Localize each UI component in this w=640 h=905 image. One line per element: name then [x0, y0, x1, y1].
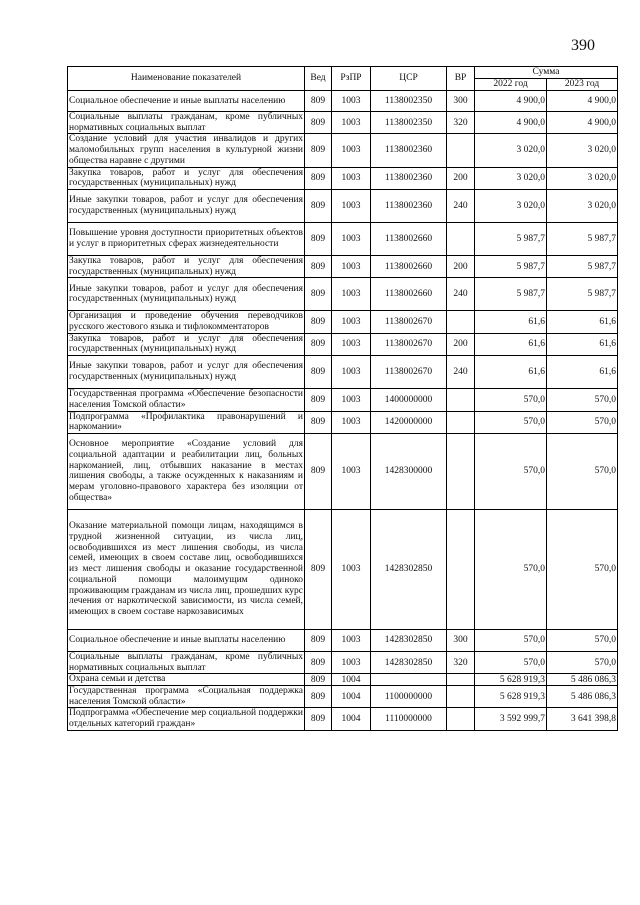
row-csr: 1138002360 — [371, 134, 447, 167]
table-row — [68, 674, 618, 686]
row-vr — [447, 311, 475, 333]
row-csr: 1420000000 — [371, 411, 447, 433]
row-vr: 320 — [447, 651, 475, 673]
row-vr: 300 — [447, 91, 475, 112]
table-row — [68, 629, 618, 651]
header-name: Наименование показателей — [68, 67, 305, 91]
row-sum-2023: 5 987,7 — [547, 222, 618, 255]
row-csr: 1428302850 — [371, 651, 447, 673]
row-sum-2023: 61,6 — [547, 333, 618, 355]
row-rzpr: 1003 — [332, 629, 371, 651]
table-row — [68, 651, 618, 673]
row-vr: 300 — [447, 629, 475, 651]
row-sum-2022: 570,0 — [475, 411, 547, 433]
row-sum-2022: 5 987,7 — [475, 222, 547, 255]
row-rzpr: 1003 — [332, 255, 371, 277]
row-csr: 1138002350 — [371, 91, 447, 112]
row-name: Иные закупки товаров, работ и услуг для обеспечения государственных (муниципальных) нужд — [68, 356, 305, 389]
header-vr: ВР — [447, 67, 475, 91]
row-rzpr: 1003 — [332, 356, 371, 389]
row-vr — [447, 134, 475, 167]
row-rzpr: 1003 — [332, 509, 371, 629]
table-row — [68, 433, 618, 509]
row-ved: 809 — [305, 134, 332, 167]
row-ved: 809 — [305, 333, 332, 355]
row-vr — [447, 411, 475, 433]
row-name: Повышение уровня доступности приоритетных объектов и услуг в приоритетных сферах жизнедеятельности — [68, 222, 305, 255]
row-sum-2022: 570,0 — [475, 389, 547, 411]
row-rzpr: 1003 — [332, 651, 371, 673]
row-name: Охрана семьи и детства — [68, 674, 305, 686]
row-vr — [447, 509, 475, 629]
row-sum-2022: 5 987,7 — [475, 278, 547, 311]
row-sum-2022: 5 987,7 — [475, 255, 547, 277]
header-2022: 2022 год — [475, 79, 547, 91]
row-vr: 240 — [447, 189, 475, 222]
row-csr: 1428302850 — [371, 629, 447, 651]
row-sum-2023: 5 486 086,3 — [547, 686, 618, 708]
table-row — [68, 222, 618, 255]
row-sum-2022: 3 020,0 — [475, 167, 547, 189]
table-row — [68, 112, 618, 134]
row-sum-2022: 61,6 — [475, 333, 547, 355]
row-vr: 200 — [447, 333, 475, 355]
row-sum-2022: 5 628 919,3 — [475, 674, 547, 686]
row-ved: 809 — [305, 167, 332, 189]
row-ved: 809 — [305, 91, 332, 112]
table-row — [68, 311, 618, 333]
row-name: Оказание материальной помощи лицам, находящимся в трудной жизненной ситуации, из числа лиц, освободившихся из мест лишения свободы, из числа семей, имеющих в своем составе лиц, освободившихся из мест лишения свободы и оказание государственной социальной помощи малоимущим одиноко проживающим гражданам из числа лиц, прошедших курс лечения от наркотической зависимости, из числа семей, имеющих в своем составе наркозависимых — [68, 509, 305, 629]
row-csr: 1100000000 — [371, 686, 447, 708]
table-row — [68, 167, 618, 189]
row-name: Основное мероприятие «Создание условий для социальной адаптации и реабилитации лиц, больных наркоманией, лиц, отбывших наказание в местах лишения свободы, а также осужденных к наказаниям и мерам уголовно-правового характера без изоляции от общества» — [68, 433, 305, 509]
row-rzpr: 1003 — [332, 189, 371, 222]
header-2023: 2023 год — [547, 79, 618, 91]
row-ved: 809 — [305, 411, 332, 433]
row-rzpr: 1004 — [332, 674, 371, 686]
row-vr — [447, 222, 475, 255]
row-csr: 1138002670 — [371, 311, 447, 333]
row-sum-2023: 3 020,0 — [547, 189, 618, 222]
row-csr: 1428300000 — [371, 433, 447, 509]
table-row — [68, 411, 618, 433]
row-name: Социальное обеспечение и иные выплаты населению — [68, 91, 305, 112]
row-vr — [447, 686, 475, 708]
row-sum-2023: 570,0 — [547, 629, 618, 651]
row-name: Социальные выплаты гражданам, кроме публичных нормативных социальных выплат — [69, 651, 303, 673]
row-vr: 240 — [447, 356, 475, 389]
row-vr: 320 — [447, 112, 475, 134]
row-rzpr: 1003 — [332, 167, 371, 189]
row-vr: 200 — [447, 255, 475, 277]
table-row — [68, 91, 618, 112]
table-row — [68, 686, 618, 708]
row-name: Государственная программа «Социальная поддержка населения Томской области» — [69, 686, 303, 707]
row-sum-2023: 5 987,7 — [547, 278, 618, 311]
row-sum-2023: 570,0 — [547, 651, 618, 673]
row-vr: 200 — [447, 167, 475, 189]
row-rzpr: 1003 — [332, 134, 371, 167]
row-ved: 809 — [305, 222, 332, 255]
row-csr: 1138002660 — [371, 255, 447, 277]
row-rzpr: 1003 — [332, 333, 371, 355]
table-row — [68, 333, 618, 355]
row-csr: 1138002660 — [371, 222, 447, 255]
row-sum-2022: 3 592 999,7 — [475, 708, 547, 730]
page-number: 390 — [571, 37, 595, 54]
row-ved: 809 — [305, 674, 332, 686]
row-sum-2023: 5 987,7 — [547, 255, 618, 277]
table-row — [68, 255, 618, 277]
budget-table — [67, 66, 618, 731]
header-rzpr: РзПР — [332, 67, 371, 91]
row-name: Социальные выплаты гражданам, кроме публичных нормативных социальных выплат — [69, 112, 303, 133]
row-sum-2022: 5 628 919,3 — [475, 686, 547, 708]
row-vr — [447, 389, 475, 411]
header-csr: ЦСР — [371, 67, 447, 91]
header-sum: Сумма — [475, 67, 618, 79]
row-sum-2022: 3 020,0 — [475, 189, 547, 222]
row-sum-2023: 570,0 — [547, 389, 618, 411]
row-rzpr: 1003 — [332, 91, 371, 112]
row-name: Закупка товаров, работ и услуг для обеспечения государственных (муниципальных) нужд — [69, 333, 303, 355]
row-ved: 809 — [305, 629, 332, 651]
row-name: Государственная программа «Обеспечение безопасности населения Томской области» — [69, 389, 303, 410]
row-rzpr: 1003 — [332, 112, 371, 134]
row-ved: 809 — [305, 686, 332, 708]
row-sum-2022: 3 020,0 — [475, 134, 547, 167]
row-ved: 809 — [305, 255, 332, 277]
row-rzpr: 1004 — [332, 708, 371, 730]
table-row — [68, 708, 618, 730]
row-ved: 809 — [305, 278, 332, 311]
row-csr: 1138002360 — [371, 189, 447, 222]
row-vr — [447, 708, 475, 730]
row-rzpr: 1003 — [332, 433, 371, 509]
row-sum-2023: 4 900,0 — [547, 91, 618, 112]
row-name: Закупка товаров, работ и услуг для обеспечения государственных (муниципальных) нужд — [69, 167, 303, 189]
row-name: Подпрограмма «Обеспечение мер социальной поддержки отдельных категорий граждан» — [69, 708, 303, 730]
table-row — [68, 189, 618, 222]
row-csr: 1400000000 — [371, 389, 447, 411]
table-row — [68, 278, 618, 311]
row-sum-2023: 3 020,0 — [547, 134, 618, 167]
row-sum-2023: 4 900,0 — [547, 112, 618, 134]
row-name: Социальное обеспечение и иные выплаты населению — [68, 629, 305, 651]
row-rzpr: 1003 — [332, 411, 371, 433]
row-sum-2022: 61,6 — [475, 311, 547, 333]
row-vr — [447, 433, 475, 509]
row-sum-2023: 61,6 — [547, 311, 618, 333]
row-ved: 809 — [305, 356, 332, 389]
row-sum-2023: 5 486 086,3 — [547, 674, 618, 686]
row-rzpr: 1003 — [332, 389, 371, 411]
row-csr: 1138002360 — [371, 167, 447, 189]
header-ved: Вед — [305, 67, 332, 91]
row-sum-2022: 4 900,0 — [475, 112, 547, 134]
row-rzpr: 1003 — [332, 222, 371, 255]
row-csr: 1110000000 — [371, 708, 447, 730]
row-sum-2023: 570,0 — [547, 433, 618, 509]
row-sum-2023: 570,0 — [547, 411, 618, 433]
row-rzpr: 1004 — [332, 686, 371, 708]
row-name: Иные закупки товаров, работ и услуг для обеспечения государственных (муниципальных) нужд — [68, 189, 305, 222]
row-sum-2022: 570,0 — [475, 509, 547, 629]
row-csr: 1138002670 — [371, 356, 447, 389]
table-row — [68, 356, 618, 389]
row-ved: 809 — [305, 651, 332, 673]
row-csr: 1138002660 — [371, 278, 447, 311]
row-name: Закупка товаров, работ и услуг для обеспечения государственных (муниципальных) нужд — [69, 255, 303, 277]
table-row — [68, 509, 618, 629]
row-sum-2022: 570,0 — [475, 629, 547, 651]
row-sum-2023: 570,0 — [547, 509, 618, 629]
row-csr: 1428302850 — [371, 509, 447, 629]
row-ved: 809 — [305, 311, 332, 333]
row-name: Подпрограмма «Профилактика правонарушений и наркомании» — [69, 411, 303, 433]
row-name: Иные закупки товаров, работ и услуг для обеспечения государственных (муниципальных) нужд — [68, 278, 305, 311]
row-csr: 1138002350 — [371, 112, 447, 134]
row-ved: 809 — [305, 708, 332, 730]
table-row — [68, 134, 618, 167]
row-csr — [371, 674, 447, 686]
row-sum-2022: 570,0 — [475, 433, 547, 509]
row-name: Организация и проведение обучения переводчиков русского жестового языка и тифлокомментаторов — [69, 311, 303, 333]
row-csr: 1138002670 — [371, 333, 447, 355]
row-ved: 809 — [305, 189, 332, 222]
row-sum-2022: 61,6 — [475, 356, 547, 389]
row-ved: 809 — [305, 112, 332, 134]
row-sum-2023: 3 020,0 — [547, 167, 618, 189]
row-ved: 809 — [305, 433, 332, 509]
row-sum-2022: 570,0 — [475, 651, 547, 673]
row-sum-2023: 61,6 — [547, 356, 618, 389]
row-ved: 809 — [305, 389, 332, 411]
row-name: Создание условий для участия инвалидов и других маломобильных групп населения в культурной жизни общества наравне с другими — [69, 134, 303, 166]
row-ved: 809 — [305, 509, 332, 629]
row-rzpr: 1003 — [332, 278, 371, 311]
row-sum-2022: 4 900,0 — [475, 91, 547, 112]
row-sum-2023: 3 641 398,8 — [547, 708, 618, 730]
row-vr — [447, 674, 475, 686]
table-row — [68, 389, 618, 411]
row-rzpr: 1003 — [332, 311, 371, 333]
row-vr: 240 — [447, 278, 475, 311]
